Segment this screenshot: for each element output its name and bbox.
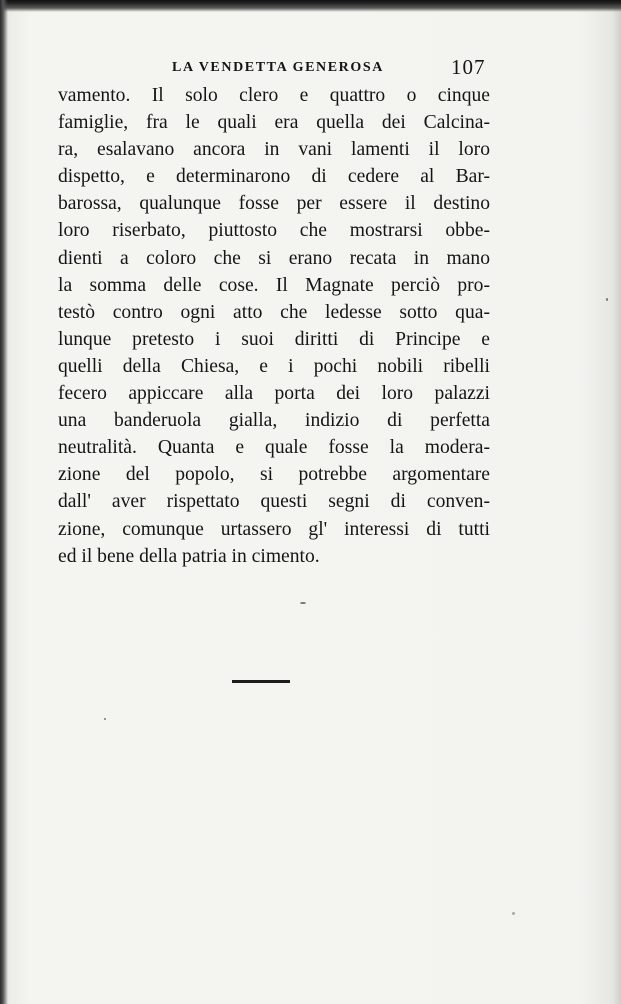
paper-speck [512, 912, 515, 915]
text-line: zione del popolo, si potrebbe argomentare [58, 464, 490, 486]
text-line: ra, esalavano ancora in vani lamenti il loro [58, 139, 490, 161]
text-line: ed il bene della patria in cimento. [58, 545, 320, 567]
text-line: fecero appiccare alla porta dei loro palazzi [58, 383, 490, 405]
page-top-shadow [0, 0, 621, 12]
page-binding-edge [0, 0, 8, 1004]
text-line: lunque pretesto i suoi diritti di Principe e [58, 328, 490, 350]
text-line: vamento. Il solo clero e quattro o cinque [58, 85, 490, 106]
text-line: loro riserbato, piuttosto che mostrarsi obbe- [58, 220, 490, 242]
text-line: barossa, qualunque fosse per essere il destino [58, 193, 490, 215]
text-line: famiglie, fra le quali era quella dei Calcina- [58, 112, 490, 134]
text-line: testò contro ogni atto che ledesse sotto qua- [58, 301, 490, 323]
paper-speck [606, 298, 608, 301]
paper-speck [300, 602, 306, 604]
body-text [58, 82, 490, 570]
running-title: LA VENDETTA GENEROSA [172, 60, 384, 75]
paper-speck [104, 718, 106, 720]
text-line: dall' aver rispettato questi segni di conven- [58, 491, 490, 513]
text-line: dispetto, e determinarono di cedere al Bar- [58, 166, 490, 188]
text-line: neutralità. Quanta e quale fosse la modera- [58, 437, 490, 459]
text-line: una banderuola gialla, indizio di perfetta [58, 410, 490, 432]
text-line: quelli della Chiesa, e i pochi nobili ribelli [58, 355, 490, 377]
text-line: la somma delle cose. Il Magnate perciò pro- [58, 274, 490, 296]
text-line: zione, comunque urtassero gl' interessi di tutti [58, 518, 490, 540]
page-number: 107 [451, 55, 486, 79]
text-line: dienti a coloro che si erano recata in mano [58, 247, 490, 269]
end-rule-divider [232, 680, 290, 683]
